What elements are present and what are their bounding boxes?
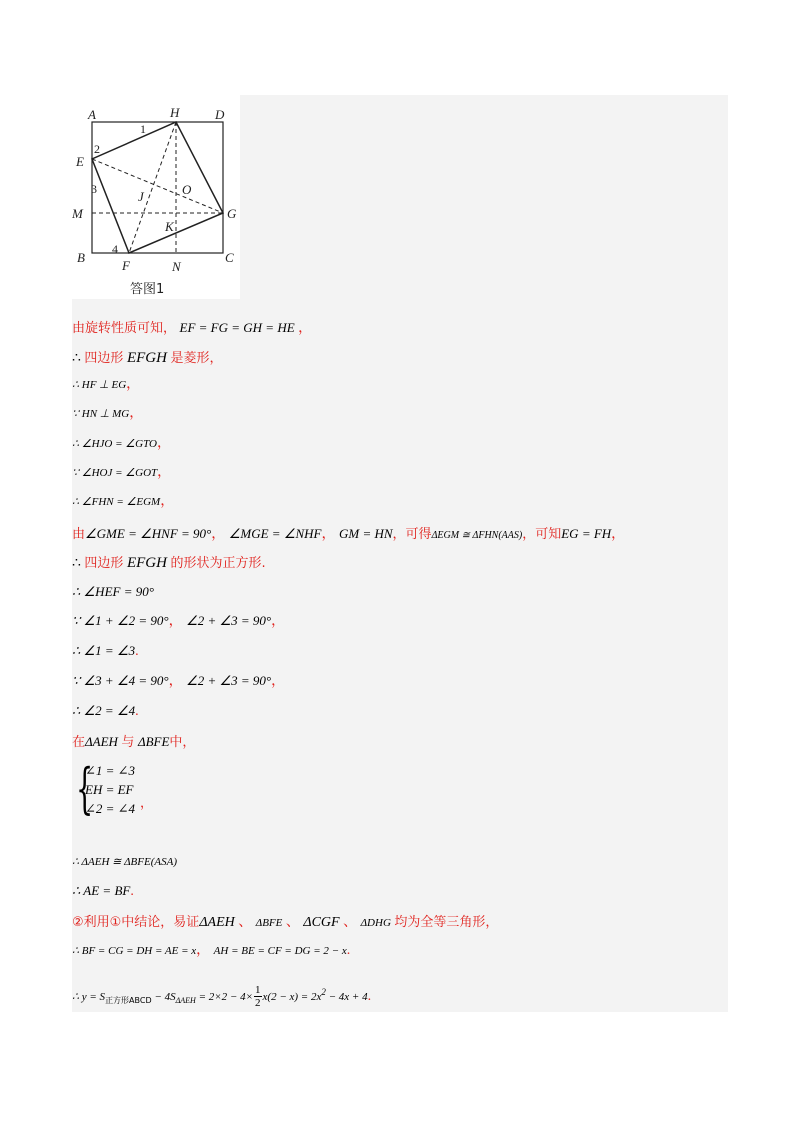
figure-caption: 答图1 bbox=[130, 282, 165, 297]
line-17 bbox=[72, 878, 134, 904]
punct: ， bbox=[611, 527, 626, 542]
therefore-symbol: ∴ bbox=[72, 556, 81, 571]
line-6 bbox=[72, 460, 171, 486]
punct: ， bbox=[156, 436, 171, 451]
text-cn: 是菱形， bbox=[170, 351, 223, 366]
math-expr: ∵ ∠1 + ∠2 = 90° bbox=[72, 613, 169, 628]
line-10 bbox=[72, 579, 154, 605]
math-expr: ∵ HN ⊥ MG bbox=[72, 408, 130, 420]
text-cn: ②利用①中结论，易证 bbox=[72, 915, 200, 930]
punct: ， bbox=[168, 674, 183, 689]
punct: . bbox=[135, 644, 139, 659]
text-cn: ，可得 bbox=[392, 527, 432, 542]
math-expr: ΔCGF bbox=[303, 915, 340, 930]
punct: ， bbox=[271, 614, 286, 629]
math-expr: ∴ BF = CG = DH = AE = x bbox=[72, 945, 197, 957]
punct: ， bbox=[321, 527, 336, 542]
punct: . bbox=[346, 943, 351, 958]
punct: 、 bbox=[343, 915, 358, 930]
system-row: ∠1 = ∠3 bbox=[85, 763, 136, 778]
line-5 bbox=[72, 431, 171, 457]
text-cn: 中， bbox=[169, 735, 196, 750]
line-3 bbox=[72, 372, 140, 398]
punct: ， bbox=[298, 321, 313, 336]
line-9 bbox=[72, 550, 266, 576]
math-expr: ∴ ∠1 = ∠3 bbox=[72, 643, 136, 658]
therefore-symbol: ∴ bbox=[72, 351, 81, 366]
line-11 bbox=[72, 608, 285, 634]
math-expr: EG = FH bbox=[561, 526, 612, 541]
line-20 bbox=[72, 975, 371, 1009]
square-abcd bbox=[92, 122, 223, 253]
label-g: G bbox=[227, 206, 237, 221]
quad-efgh bbox=[92, 122, 223, 253]
text-cn: 由旋转性质可知， bbox=[72, 321, 177, 336]
math-expr: = 2×2 − 4× bbox=[195, 991, 254, 1003]
punct: 、 bbox=[238, 915, 253, 930]
label-m: M bbox=[72, 206, 83, 221]
line-8 bbox=[72, 521, 625, 547]
label-f: F bbox=[122, 258, 130, 273]
angle-1-label: 1 bbox=[140, 122, 146, 136]
text-cn: ，可知 bbox=[522, 527, 562, 542]
line-13 bbox=[72, 668, 285, 694]
text-cn: 的形状为正方形. bbox=[170, 556, 266, 571]
math-expr: ΔDHG bbox=[360, 917, 391, 929]
angle-2-label: 2 bbox=[94, 142, 100, 156]
text-cn: 均为全等三角形， bbox=[394, 915, 499, 930]
text-cn: 在 bbox=[72, 735, 86, 750]
punct: ， bbox=[126, 377, 141, 392]
label-d: D bbox=[215, 107, 225, 122]
line-14 bbox=[72, 698, 139, 724]
subscript: 正方形ABCD bbox=[105, 996, 152, 1005]
line-19 bbox=[72, 938, 350, 964]
label-o: O bbox=[182, 182, 192, 197]
line-2 bbox=[72, 345, 222, 371]
text-cn: 与 bbox=[121, 735, 135, 750]
math-expr: ΔAEH bbox=[199, 915, 235, 930]
math-expr: ΔEGM ≅ ΔFHN(AAS) bbox=[431, 530, 523, 541]
content-panel bbox=[72, 95, 728, 1012]
label-b: B bbox=[77, 250, 85, 265]
label-n: N bbox=[172, 259, 181, 274]
punct: ， bbox=[157, 465, 172, 480]
math-expr: ΔAEH bbox=[85, 734, 118, 749]
math-expr: ∴ ∠FHN = ∠EGM bbox=[72, 496, 161, 508]
punct: . bbox=[367, 989, 372, 1004]
punct: ， bbox=[160, 494, 175, 509]
punct: 、 bbox=[285, 915, 300, 930]
fraction-numerator: 1 bbox=[255, 984, 261, 997]
line-16 bbox=[72, 849, 177, 875]
punct: ， bbox=[129, 406, 144, 421]
system-row: ∠2 = ∠4 bbox=[85, 801, 136, 816]
label-j: J bbox=[138, 189, 144, 204]
fraction-denominator: 2 bbox=[255, 997, 261, 1010]
math-expr: EFGH bbox=[126, 350, 167, 366]
math-expr: EF = FG = GH = HE bbox=[179, 320, 295, 335]
line-18 bbox=[72, 910, 498, 936]
math-expr: ∴ ∠HJO = ∠GTO bbox=[72, 438, 157, 450]
line-1 bbox=[72, 315, 312, 341]
math-expr: ∵ ∠HOJ = ∠GOT bbox=[72, 467, 158, 479]
math-expr: ΔBFE bbox=[255, 917, 283, 929]
system-row: EH = EF bbox=[85, 782, 134, 797]
angle-3-label: 3 bbox=[91, 182, 97, 196]
text-cn: 四边形 bbox=[84, 556, 124, 571]
line-7 bbox=[72, 489, 174, 515]
punct: ， bbox=[196, 943, 211, 958]
label-e: E bbox=[76, 154, 84, 169]
left-brace: { bbox=[76, 757, 94, 820]
punct: . bbox=[135, 704, 139, 719]
math-expr: ∵ ∠3 + ∠4 = 90° bbox=[72, 673, 169, 688]
subscript: ΔAEH bbox=[175, 996, 196, 1005]
math-expr: ∴ ΔAEH ≅ ΔBFE(ASA) bbox=[72, 856, 177, 868]
punct: ， bbox=[271, 674, 286, 689]
math-expr: ∠GME = ∠HNF = 90° bbox=[85, 526, 212, 541]
math-expr: ∴ AE = BF bbox=[72, 883, 131, 898]
label-h: H bbox=[170, 105, 180, 120]
line-eg bbox=[92, 159, 223, 213]
line-15 bbox=[72, 729, 195, 755]
punct: ， bbox=[211, 527, 226, 542]
math-expr: ∴ HF ⊥ EG bbox=[72, 379, 127, 391]
math-expr: ΔBFE bbox=[137, 734, 170, 749]
fraction bbox=[254, 984, 262, 1009]
punct: ， bbox=[140, 795, 154, 810]
label-c: C bbox=[225, 250, 234, 265]
text-cn: 由 bbox=[72, 527, 86, 542]
line-12 bbox=[72, 638, 139, 664]
square-diagram bbox=[72, 95, 240, 299]
text-cn: 四边形 bbox=[84, 351, 124, 366]
math-expr: ∴ y = S bbox=[72, 991, 106, 1003]
math-expr: GM = HN bbox=[338, 526, 393, 541]
punct: ， bbox=[168, 614, 183, 629]
line-4 bbox=[72, 401, 143, 427]
math-expr: ∴ ∠HEF = 90° bbox=[72, 584, 154, 599]
math-expr: ∠2 + ∠3 = 90° bbox=[186, 673, 272, 688]
superscript: 2 bbox=[321, 987, 326, 997]
math-expr: ∠MGE = ∠NHF bbox=[228, 526, 322, 541]
math-expr: − 4x + 4 bbox=[325, 991, 368, 1003]
math-expr: ∠2 + ∠3 = 90° bbox=[186, 613, 272, 628]
angle-4-label: 4 bbox=[112, 242, 118, 256]
math-expr: ∴ ∠2 = ∠4 bbox=[72, 703, 136, 718]
label-k: K bbox=[165, 219, 174, 234]
label-a: A bbox=[88, 107, 96, 122]
equation-system bbox=[76, 757, 196, 822]
math-expr: − 4S bbox=[151, 991, 176, 1003]
punct: . bbox=[130, 884, 134, 899]
math-expr: x(2 − x) = 2x bbox=[262, 991, 322, 1003]
math-expr: AH = BE = CF = DG = 2 − x bbox=[213, 945, 347, 957]
math-expr: EFGH bbox=[126, 555, 167, 571]
geometry-figure bbox=[72, 95, 240, 299]
